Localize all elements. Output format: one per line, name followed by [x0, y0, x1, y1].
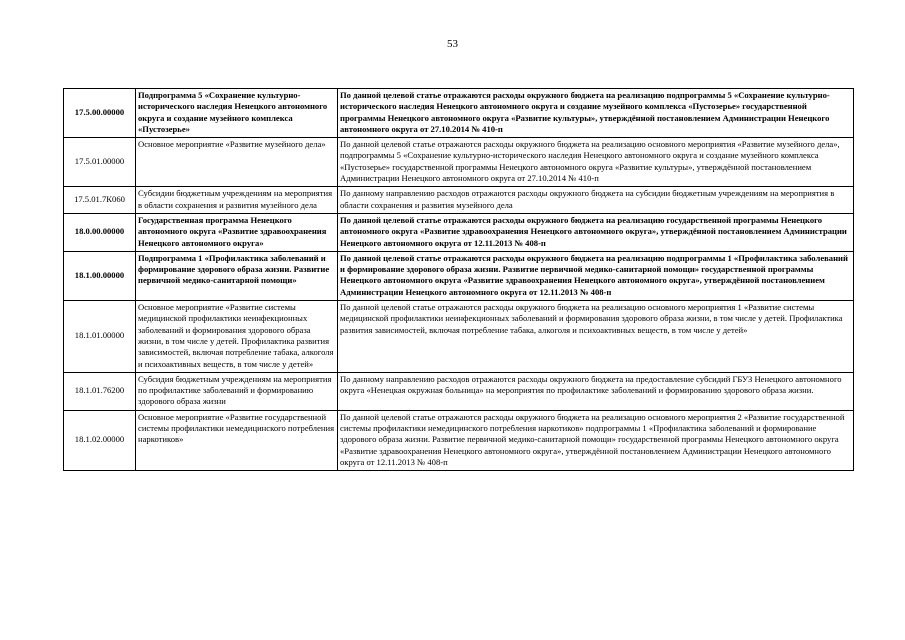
table-row	[64, 89, 854, 138]
table-row	[64, 138, 854, 187]
target-name: Субсидия бюджетным учреждениям на мероприятия по профилактике заболеваний и формированию здорового образа жизни	[136, 372, 338, 410]
target-description: По данной целевой статье отражаются расходы окружного бюджета на реализацию основного мероприятия 1 «Развитие системы медицинской профилактики неинфекционных заболеваний и формирования здорового образа жизни, в том числе у детей. Профилактика развития зависимостей, включая потребление табака, алкоголя и психоактивных веществ, в том числе у детей»	[338, 301, 854, 373]
target-code: 18.1.02.00000	[64, 410, 136, 470]
target-name: Основное мероприятие «Развитие музейного дела»	[136, 138, 338, 187]
target-name: Подпрограмма 1 «Профилактика заболеваний и формирование здорового образа жизни. Развитие первичной медико-санитарной помощи»	[136, 251, 338, 300]
target-code: 18.0.00.00000	[64, 213, 136, 251]
target-description: По данной целевой статье отражаются расходы окружного бюджета на реализацию подпрограммы 1 «Профилактика заболеваний и формирование здорового образа жизни. Развитие первичной медико-санитарной помощи» государственной программы Ненецкого автономного округа «Развитие здравоохранения Ненецкого автономного округа», утверждённой постановлением Администрации Ненецкого автономного округа от 12.11.2013 № 408-п	[338, 251, 854, 300]
target-name: Основное мероприятие «Развитие государственной системы профилактики немедицинского потребления наркотиков»	[136, 410, 338, 470]
budget-classification-table	[63, 88, 854, 471]
target-code: 17.5.01.00000	[64, 138, 136, 187]
target-description: По данной целевой статье отражаются расходы окружного бюджета на реализацию основного мероприятия 2 «Развитие государственной системы профилактики немедицинского потребления наркотиков» подпрограммы 1 «Профилактика заболеваний и формирование здорового образа жизни. Развитие первичной медико-санитарной помощи» государственной программы Ненецкого автономного округа «Развитие здравоохранения Ненецкого автономного округа», утверждённой постановлением Администрации Ненецкого автономного округа от 12.11.2013 № 408-п	[338, 410, 854, 470]
page-number: 53	[447, 38, 458, 50]
table-row	[64, 301, 854, 373]
target-description: По данной целевой статье отражаются расходы окружного бюджета на реализацию государственной программы Ненецкого автономного округа «Развитие здравоохранения Ненецкого автономного округа», утверждённой постановлением Администрации Ненецкого автономного округа от 12.11.2013 № 408-п	[338, 213, 854, 251]
target-description: По данному направлению расходов отражаются расходы окружного бюджета на субсидии бюджетным учреждениям на мероприятия в области сохранения и развития музейного дела	[338, 187, 854, 214]
target-code: 18.1.01.00000	[64, 301, 136, 373]
target-name: Основное мероприятие «Развитие системы медицинской профилактики неинфекционных заболеваний и формирования здорового образа жизни, в том числе у детей. Профилактика развития зависимостей, включая потребление табака, алкоголя и психоактивных веществ, в том числе у детей»	[136, 301, 338, 373]
target-description: По данному направлению расходов отражаются расходы окружного бюджета на предоставление субсидий ГБУЗ Ненецкого автономного округа «Ненецкая окружная больница» на мероприятия по профилактике заболеваний и формированию здорового образа жизни.	[338, 372, 854, 410]
target-name: Субсидии бюджетным учреждениям на мероприятия в области сохранения и развития музейного дела	[136, 187, 338, 214]
target-code: 18.1.01.76200	[64, 372, 136, 410]
target-description: По данной целевой статье отражаются расходы окружного бюджета на реализацию основного мероприятия «Развитие музейного дела», подпрограммы 5 «Сохранение культурно-исторического наследия Ненецкого автономного округа и создание музейного комплекса «Пустозерье» государственной программы Ненецкого автономного округа «Развитие культуры», утверждённой постановлением Администрации Ненецкого автономного округа от 27.10.2014 № 410-п	[338, 138, 854, 187]
table-row	[64, 372, 854, 410]
table-row	[64, 410, 854, 470]
target-code: 18.1.00.00000	[64, 251, 136, 300]
table-row	[64, 187, 854, 214]
target-description: По данной целевой статье отражаются расходы окружного бюджета на реализацию подпрограммы 5 «Сохранение культурно-исторического наследия Ненецкого автономного округа и создание музейного комплекса «Пустозерье» государственной программы Ненецкого автономного округа «Развитие культуры», утверждённой постановлением Администрации Ненецкого автономного округа от 27.10.2014 № 410-п	[338, 89, 854, 138]
table-row	[64, 213, 854, 251]
target-code: 17.5.00.00000	[64, 89, 136, 138]
target-name: Подпрограмма 5 «Сохранение культурно-исторического наследия Ненецкого автономного округа и создание музейного комплекса «Пустозерье»	[136, 89, 338, 138]
target-name: Государственная программа Ненецкого автономного округа «Развитие здравоохранения Ненецкого автономного округа»	[136, 213, 338, 251]
table-row	[64, 251, 854, 300]
target-code: 17.5.01.7К060	[64, 187, 136, 214]
